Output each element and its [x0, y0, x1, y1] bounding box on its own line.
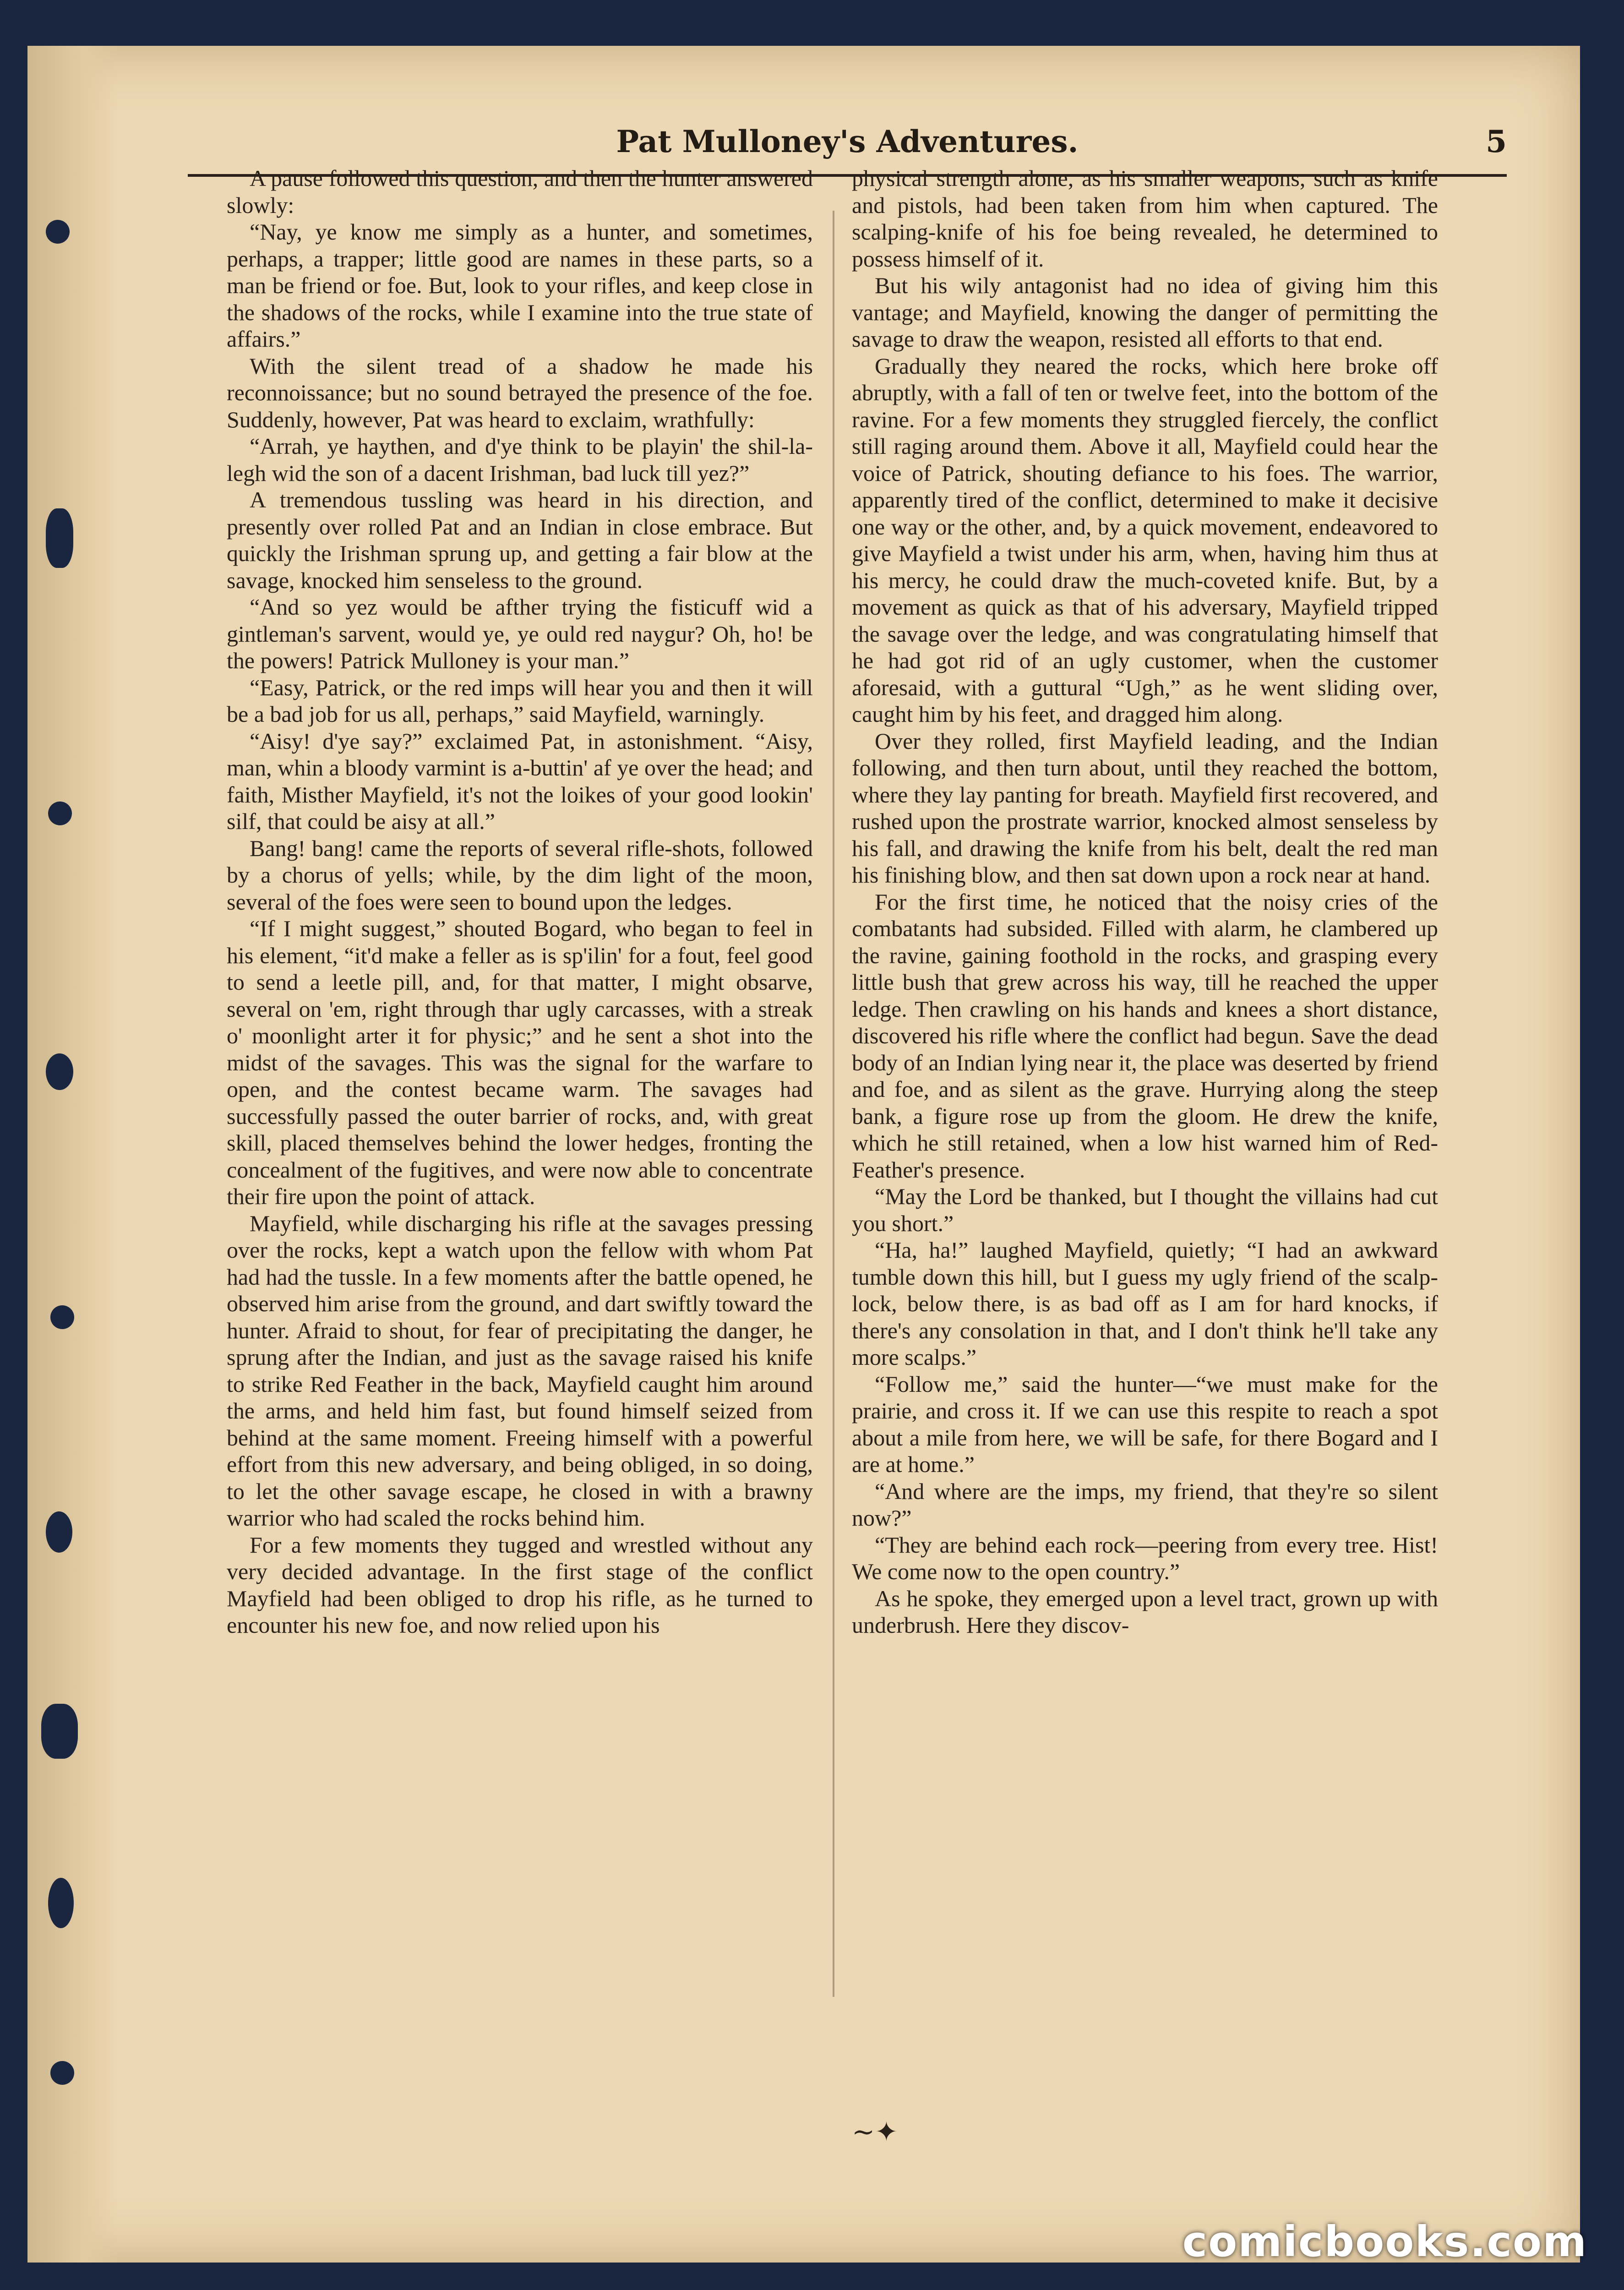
paragraph: “May the Lord be thanked, but I thought the villains had cut you short.”	[852, 1183, 1438, 1236]
binding-hole	[46, 1511, 72, 1553]
binding-hole	[41, 1704, 78, 1759]
paragraph: Bang! bang! came the reports of several rifle-shots, followed by a chorus of yells; while, by the dim light of the moon, several of the foes were seen to bound upon the ledges.	[227, 835, 813, 915]
paragraph: “They are behind each rock—peering from every tree. Hist! We come now to the open country.”	[852, 1532, 1438, 1584]
column-divider	[833, 211, 834, 1997]
paragraph: “And so yez would be afther trying the fisticuff wid a gintleman's sarvent, would ye, ye ould red naygur? Oh, ho! be the powers! Patrick Mulloney is your man.”	[227, 594, 813, 673]
paragraph: “Arrah, ye haythen, and d'ye think to be playin' the shil-la-legh wid the son of a dacent Irishman, bad luck till yez?”	[227, 433, 813, 486]
binding-hole	[48, 802, 72, 825]
paragraph: For a few moments they tugged and wrestled without any very decided advantage. In the first stage of the conflict Mayfield had been obliged to drop his rifle, as he turned to encounter his new foe, and now relied upon his	[227, 1532, 813, 1638]
paragraph: Over they rolled, first Mayfield leading, and the Indian following, and then turn about, until they reached the bottom, where they lay panting for breath. Mayfield first recovered, and rushed upon the prostrate warrior, knocked almost senseless by his fall, and drawing the knife from his belt, dealt the red man his finishing blow, and then sat down upon a rock near at hand.	[852, 728, 1438, 888]
paragraph: “Easy, Patrick, or the red imps will hear you and then it will be a bad job for us all, perhaps,” said Mayfield, warningly.	[227, 674, 813, 727]
paragraph: A pause followed this question, and then the hunter answered slowly:	[227, 165, 813, 218]
binding-hole	[48, 1878, 74, 1928]
binding-hole	[50, 1305, 74, 1329]
paragraph: A tremendous tussling was heard in his direction, and presently over rolled Pat and an Indian in close embrace. But quickly the Irishman sprung up, and getting a fair blow at the savage, knocked him senseless to the ground.	[227, 487, 813, 593]
paragraph: “Follow me,” said the hunter—“we must make for the prairie, and cross it. If we can use this respite to reach a spot about a mile from here, we will be safe, for there Bogard and I are at home.”	[852, 1371, 1438, 1477]
paragraph: “And where are the imps, my friend, that they're so silent now?”	[852, 1478, 1438, 1531]
paragraph: “Nay, ye know me simply as a hunter, and sometimes, perhaps, a trapper; little good are names in these parts, so a man be friend or foe. But, look to your rifles, and keep close in the shadows of the rocks, while I examine into the true state of affairs.”	[227, 219, 813, 352]
paragraph: For the first time, he noticed that the noisy cries of the combatants had subsided. Filled with alarm, he clambered up the ravine, gaining foothold in the rocks, and grasping every little bush that grew across his way, till he reached the upper ledge. Then crawling on his hands and knees a short distance, discovered his rifle where the conflict had begun. Save the dead body of an Indian lying near it, the place was deserted by friend and foe, and as silent as the grave. Hurrying along the steep bank, a figure rose up from the gloom. He drew the knife, which he still retained, when a low hist warned him of Red-Feather's presence.	[852, 889, 1438, 1183]
page-number: 5	[1486, 124, 1507, 159]
paragraph: “Aisy! d'ye say?” exclaimed Pat, in astonishment. “Aisy, man, whin a bloody varmint is a-buttin' af ye over the head; and faith, Misther Mayfield, it's not the loikes of your good lookin' silf, that could be aisy at all.”	[227, 728, 813, 834]
paragraph: “If I might suggest,” shouted Bogard, who began to feel in his element, “it'd make a feller as is sp'ilin' for a fout, feel good to send a leetle pill, and, for that matter, I might obsarve, several on 'em, right through thar ugly carcasses, with a streak o' moonlight arter it for physic;” and he sent a shot into the midst of the savages. This was the signal for the warfare to open, and the contest became warm. The savages had successfully passed the outer barrier of rocks, and, with great skill, placed themselves behind the lower hedges, fronting the concealment of the fugitives, and were now able to concentrate their fire upon the point of attack.	[227, 916, 813, 1209]
binding-hole	[46, 1053, 73, 1090]
paragraph: “Ha, ha!” laughed Mayfield, quietly; “I had an awkward tumble down this hill, but I guess my ugly friend of the scalp-lock, below there, is as bad off as I am for hard knocks, if there's any consolation in that, and I don't think he'll take any more scalps.”	[852, 1237, 1438, 1370]
binding-edge	[27, 46, 119, 2263]
site-watermark: comicbooks.com	[1182, 2217, 1587, 2266]
paragraph: As he spoke, they emerged upon a level tract, grown up with underbrush. Here they discov-	[852, 1585, 1438, 1638]
text-column-right	[852, 165, 1438, 2047]
paragraph: Mayfield, while discharging his rifle at the savages pressing over the rocks, kept a watch upon the fellow with whom Pat had had the tussle. In a few moments after the battle opened, he observed him arise from the ground, and dart swiftly toward the hunter. Afraid to shout, for fear of precipitating the danger, he sprung after the Indian, and just as the savage raised his knife to strike Red Feather in the back, Mayfield caught him around the arms, and held him fast, but found himself seized from behind at the same moment. Freeing himself with a powerful effort from this new adversary, and being obliged, in so doing, to let the other savage escape, he closed in with a brawny warrior who had scaled the rocks behind him.	[227, 1210, 813, 1531]
binding-hole	[46, 220, 70, 244]
paragraph: physical strength alone, as his smaller weapons, such as knife and pistols, had been taken from him when captured. The scalping-knife of his foe being revealed, he determined to possess himself of it.	[852, 165, 1438, 272]
binding-hole	[50, 2061, 74, 2085]
text-column-left	[227, 165, 813, 2047]
printer-ornament: ~✦	[852, 2116, 898, 2148]
paragraph: But his wily antagonist had no idea of giving him this vantage; and Mayfield, knowing the danger of permitting the savage to draw the weapon, resisted all efforts to that end.	[852, 273, 1438, 352]
paragraph: With the silent tread of a shadow he made his reconnoissance; but no sound betrayed the presence of the foe. Suddenly, however, Pat was heard to exclaim, wrathfully:	[227, 353, 813, 432]
binding-hole	[46, 508, 73, 568]
running-head-title: Pat Mulloney's Adventures.	[616, 124, 1079, 159]
paragraph: Gradually they neared the rocks, which here broke off abruptly, with a fall of ten or twelve feet, into the bottom of the ravine. For a few moments they struggled fiercely, the conflict still raging around them. Above it all, Mayfield could hear the voice of Patrick, shouting defiance to his foes. The warrior, apparently tired of the conflict, determined to make it decisive one way or the other, and, by a quick movement, endeavored to give Mayfield a twist under his arm, when, having him thus at his mercy, he could draw the much-coveted knife. But, by a movement as quick as that of his adversary, Mayfield tripped the savage over the ledge, and was congratulating himself that he had got rid of an ugly customer, when the customer aforesaid, with a guttural “Ugh,” as he went sliding over, caught him by his feet, and dragged him along.	[852, 353, 1438, 727]
